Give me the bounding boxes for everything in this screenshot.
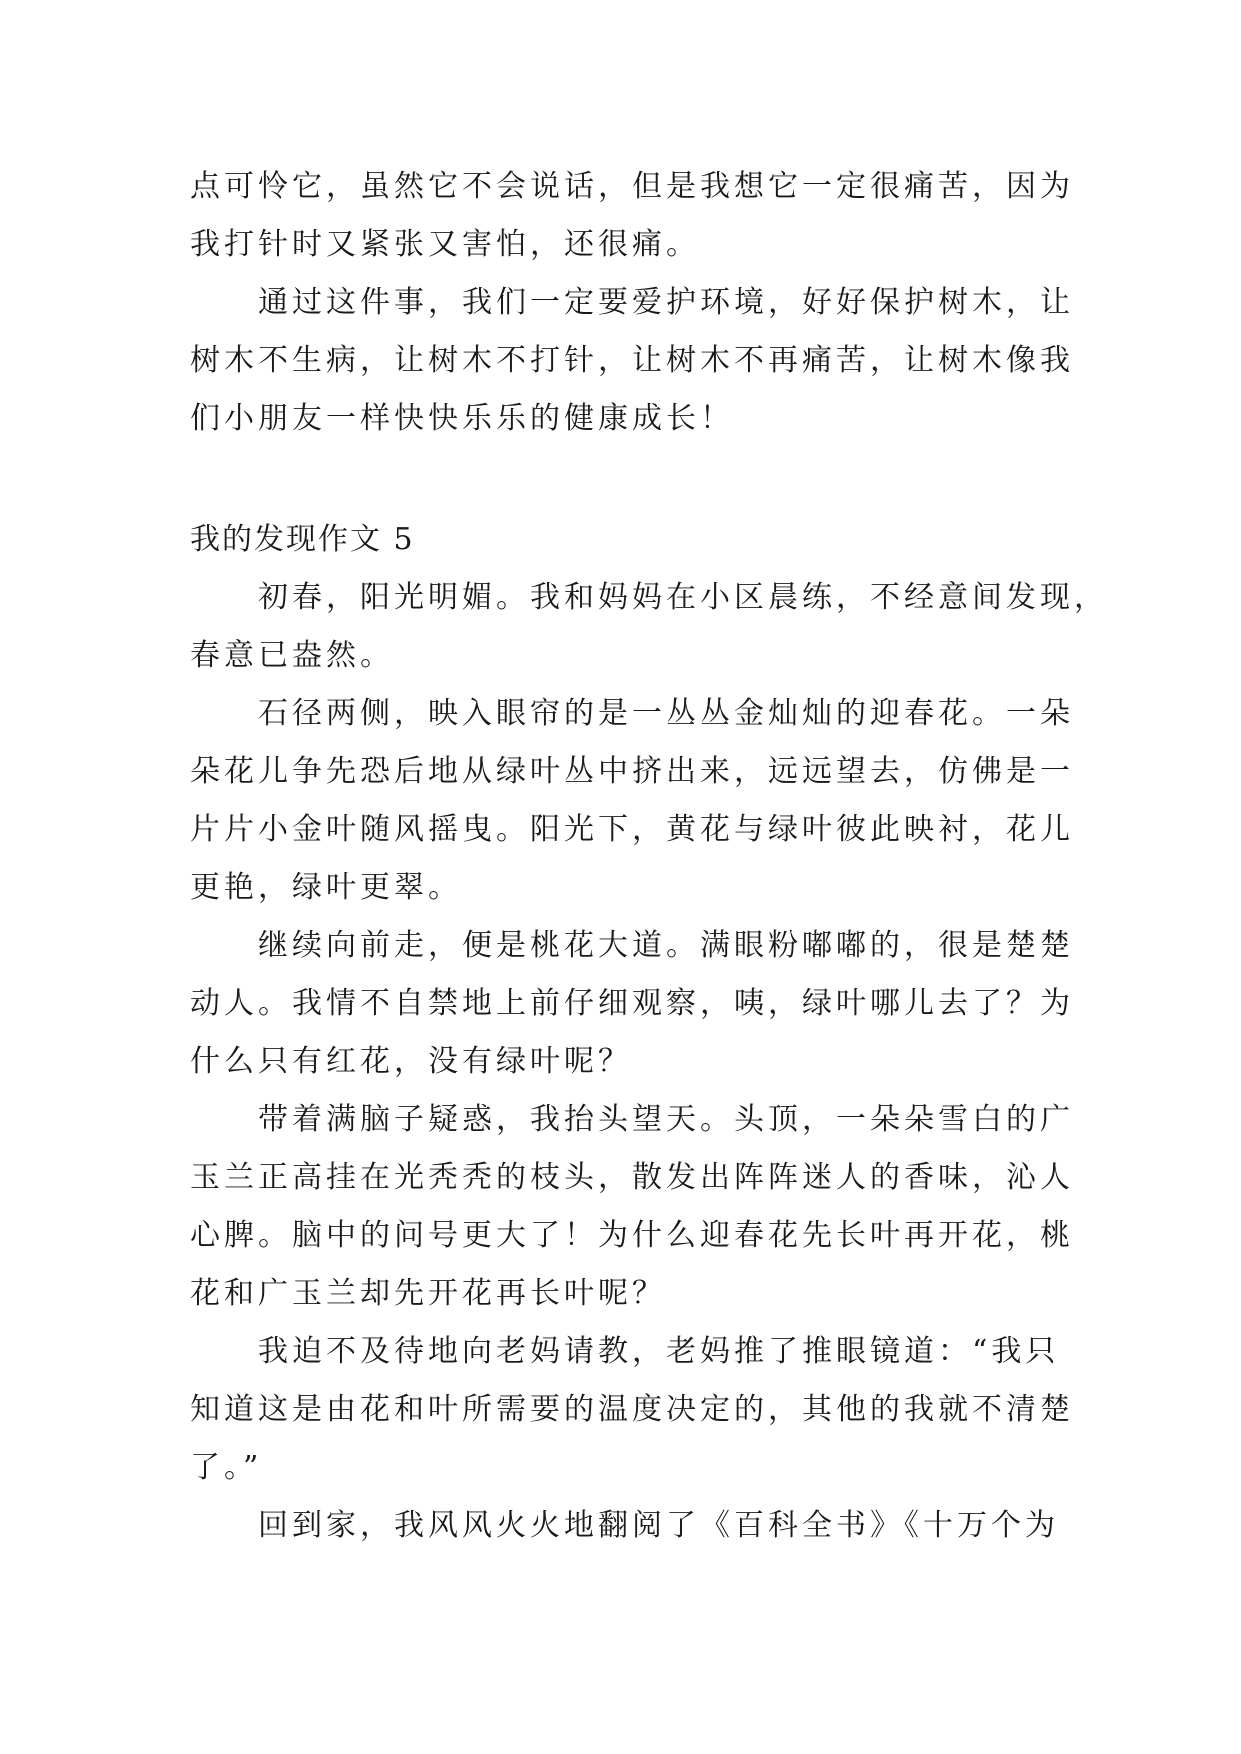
- essay-title: 我的发现作文 5: [190, 522, 415, 557]
- text-line: 玉兰正高挂在光秃秃的枝头，散发出阵阵迷人的香味，沁人: [190, 1160, 1074, 1195]
- text-line: 动人。我情不自禁地上前仔细观察，咦，绿叶哪儿去了？为: [190, 986, 1074, 1021]
- text-line: 点可怜它，虽然它不会说话，但是我想它一定很痛苦，因为: [190, 169, 1074, 204]
- text-line: 更艳，绿叶更翠。: [190, 870, 462, 905]
- text-line: 回到家，我风风火火地翻阅了《百科全书》《十万个为: [258, 1508, 1059, 1543]
- text-line: 石径两侧，映入眼帘的是一丛丛金灿灿的迎春花。一朵: [258, 696, 1074, 731]
- text-line: 我打针时又紧张又害怕，还很痛。: [190, 227, 700, 262]
- text-line: 通过这件事，我们一定要爱护环境，好好保护树木，让: [258, 285, 1074, 320]
- text-line: 春意已盎然。: [190, 638, 394, 673]
- text-line: 初春，阳光明媚。我和妈妈在小区晨练，不经意间发现，: [258, 580, 1108, 615]
- text-line: 们小朋友一样快快乐乐的健康成长！: [190, 401, 734, 436]
- text-line: 继续向前走，便是桃花大道。满眼粉嘟嘟的，很是楚楚: [258, 928, 1074, 963]
- text-line: 花和广玉兰却先开花再长叶呢？: [190, 1276, 666, 1311]
- previous-essay-ending: [190, 158, 1074, 448]
- text-line: 片片小金叶随风摇曳。阳光下，黄花与绿叶彼此映衬，花儿: [190, 812, 1074, 847]
- text-line: 心脾。脑中的问号更大了！为什么迎春花先长叶再开花，桃: [190, 1218, 1074, 1253]
- essay-section: [190, 511, 1108, 1555]
- text-line: 什么只有红花，没有绿叶呢？: [190, 1044, 632, 1079]
- text-line: 我迫不及待地向老妈请教，老妈推了推眼镜道：“我只: [258, 1334, 1060, 1369]
- text-line: 知道这是由花和叶所需要的温度决定的，其他的我就不清楚: [190, 1392, 1074, 1427]
- text-line: 了。”: [190, 1450, 263, 1485]
- text-line: 带着满脑子疑惑，我抬头望天。头顶，一朵朵雪白的广: [258, 1102, 1074, 1137]
- text-line: 树木不生病，让树木不打针，让树木不再痛苦，让树木像我: [190, 343, 1074, 378]
- text-line: 朵花儿争先恐后地从绿叶丛中挤出来，远远望去，仿佛是一: [190, 754, 1074, 789]
